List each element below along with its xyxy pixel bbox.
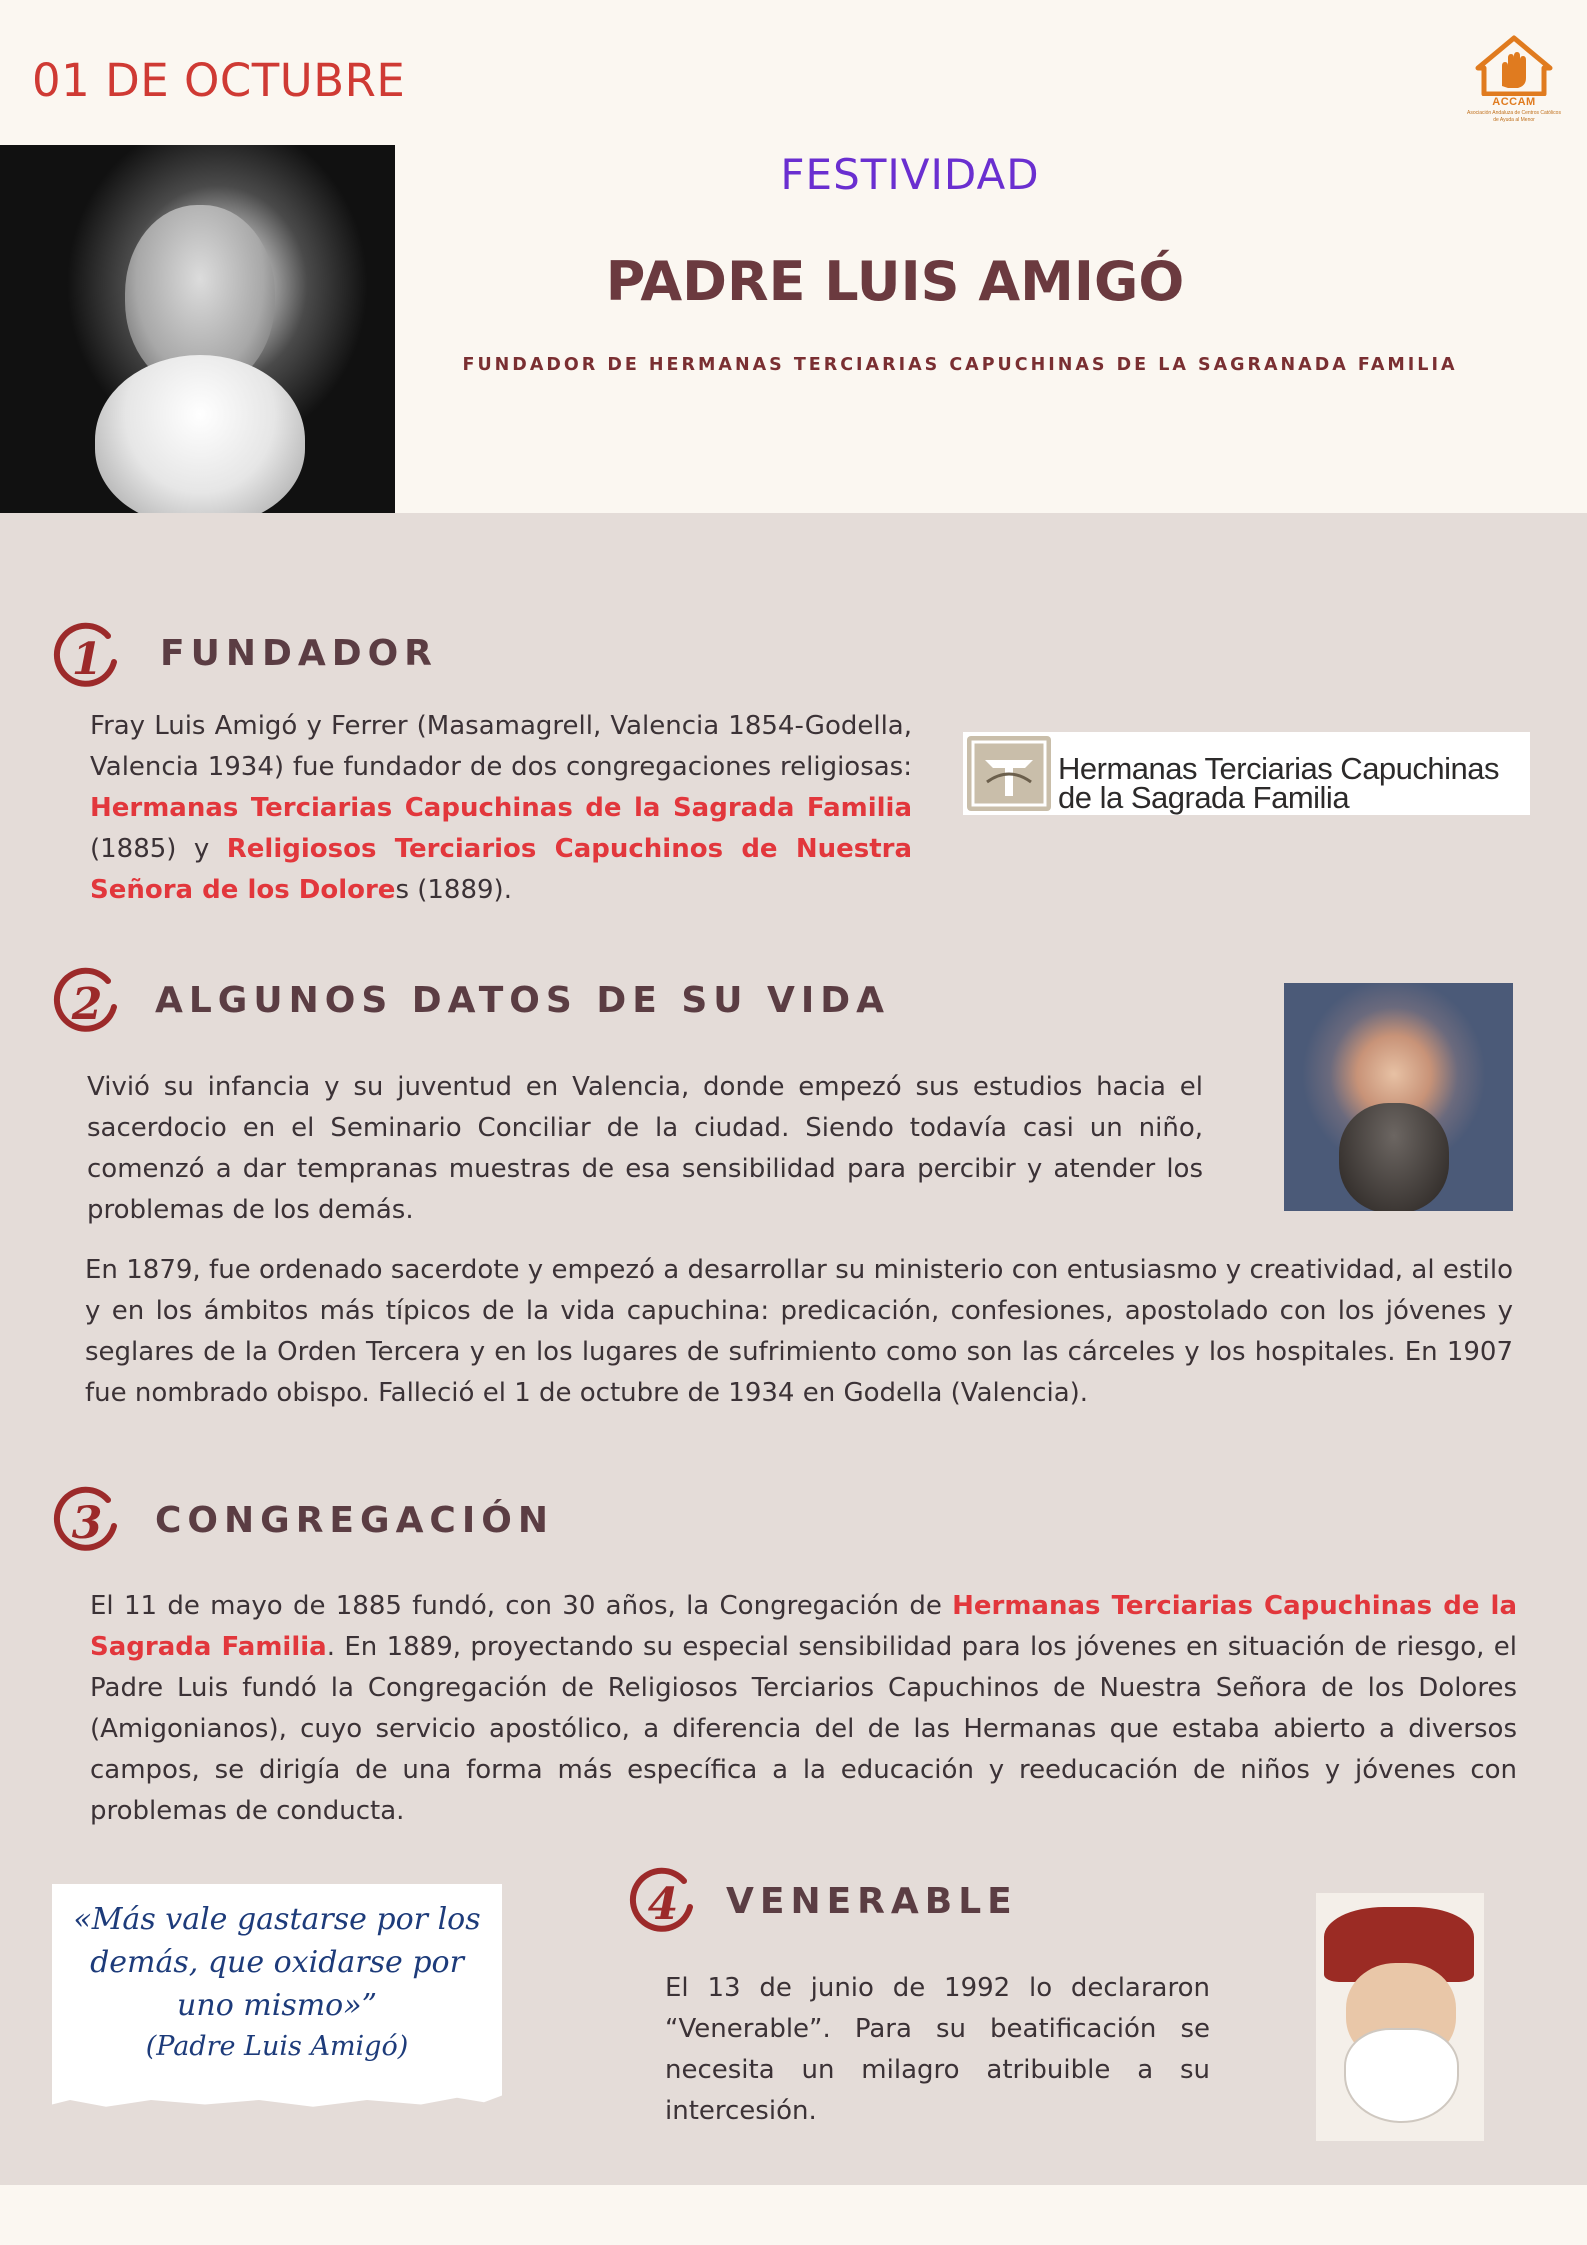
logo-subtext: Asociación Andaluza de Centros Católicos de Ayuda al Menor	[1467, 110, 1561, 123]
page-subtitle: FUNDADOR DE HERMANAS TERCIARIAS CAPUCHINAS DE LA SAGRANADA FAMILIA	[462, 355, 1458, 375]
logo-text: ACCAM	[1492, 96, 1536, 108]
date-heading: 01 DE OCTUBRE	[32, 54, 406, 107]
hermanas-terciarias-logo	[963, 732, 1530, 815]
number-two-icon	[52, 967, 122, 1037]
page-title: PADRE LUIS AMIGÓ	[605, 250, 1185, 313]
portrait-bishop-illustration	[1316, 1893, 1484, 2141]
logo-line-1: Hermanas Terciarias Capuchinas	[1058, 751, 1500, 786]
quote-author: (Padre Luis Amigó)	[145, 2031, 409, 2062]
highlight-hermanas-2: Hermanas Terciarias Capuchinas de la Sagrada Familia	[90, 1591, 1518, 1662]
quote-text: «Más vale gastarse por los demás, que oxidarse por uno mismo»”	[73, 1902, 481, 2023]
section-title-venerable: VENERABLE	[726, 1881, 1018, 1922]
section-title-congregacion: CONGREGACIÓN	[155, 1500, 554, 1541]
accam-logo	[1466, 34, 1562, 130]
svg-text:4: 4	[647, 1879, 679, 1930]
svg-text:2: 2	[71, 979, 103, 1030]
number-four-icon	[628, 1867, 698, 1937]
congregacion-paragraph: El 11 de mayo de 1885 fundó, con 30 años, la Congregación de Hermanas Terciarias Capuchinas de la Sagrada Familia. En 1889, proyectando su especial sensibilidad para los jóvenes en situación de riesgo, el Padre Luis fundó la Congregación de Religiosos Terciarios Capuchinos de Nuestra Señora de los Dolores (Amigonianos), cuyo servicio apostólico, a diferencia del de las Hermanas que estaba abierto a diversos campos, se dirigía de una forma más específica a la educación y reeducación de niños y jóvenes con problemas de conducta.	[90, 1591, 1518, 1826]
section-title-datos-vida: ALGUNOS DATOS DE SU VIDA	[155, 980, 891, 1021]
section-title-fundador: FUNDADOR	[160, 633, 438, 674]
number-one-icon	[52, 622, 122, 692]
vida-paragraph-1: Vivió su infancia y su juventud en Valencia, donde empezó sus estudios hacia el sacerdocio en el Seminario Conciliar de la ciudad. Siendo todavía casi un niño, comenzó a dar tempranas muestras de esa sensibilidad para percibir y atender los problemas de los demás.	[87, 1072, 1203, 1225]
vida-paragraph-2: En 1879, fue ordenado sacerdote y empezó a desarrollar su ministerio con entusiasmo y creatividad, al estilo y en los ámbitos más típicos de la vida capuchina: predicación, confesiones, apostolado con los jóvenes y seglares de la Orden Tercera y en los lugares de sufrimiento como son las cárceles y los hospitales. En 1907 fue nombrado obispo. Falleció el 1 de octubre de 1934 en Godella (Valencia).	[85, 1255, 1513, 1408]
logo-line-2: de la Sagrada Familia	[1058, 780, 1350, 815]
fundador-paragraph: Fray Luis Amigó y Ferrer (Masamagrell, Valencia 1854-Godella, Valencia 1934) fue fundador de dos congregaciones religiosas: Hermanas Terciarias Capuchinas de la Sagrada Familia (1885) y Religiosos Terciarios Capuchinos de Nuestra Señora de los Dolores (1889).	[90, 711, 912, 905]
festividad-label: FESTIVIDAD	[780, 150, 1040, 199]
svg-text:3: 3	[71, 1498, 103, 1549]
tau-emblem-icon	[967, 736, 1051, 811]
number-three-icon	[52, 1486, 122, 1556]
svg-text:1: 1	[71, 634, 103, 685]
highlight-religiosos: Religiosos Terciarios Capuchinos de Nuestra Señora de los Dolore	[90, 834, 912, 905]
portrait-padre-luis-amigo	[0, 145, 395, 513]
house-hand-icon	[1466, 34, 1562, 96]
highlight-hermanas: Hermanas Terciarias Capuchinas de la Sagrada Familia	[90, 793, 912, 823]
portrait-painting	[1284, 983, 1513, 1211]
venerable-paragraph: El 13 de junio de 1992 lo declararon “Venerable”. Para su beatificación se necesita un milagro atribuible a su intercesión.	[665, 1973, 1210, 2126]
